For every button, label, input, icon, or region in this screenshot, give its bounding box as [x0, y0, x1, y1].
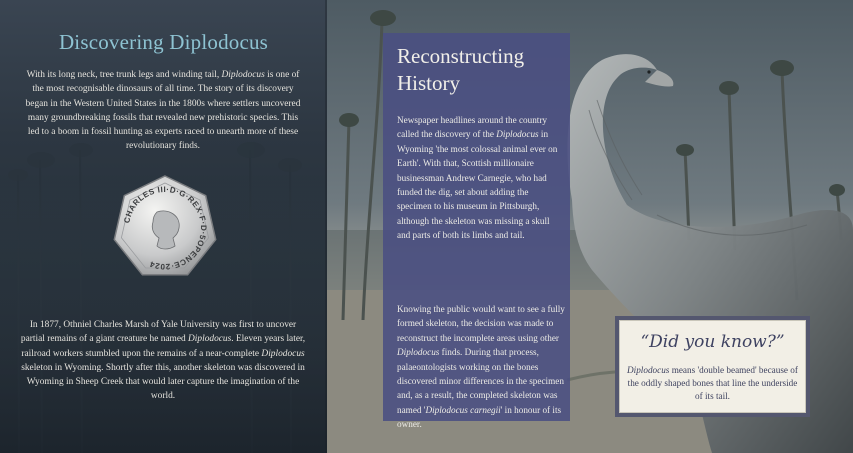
- text-run: Knowing the public would want to see a fully formed skeleton, the decision was made to reconstruct the incomplete areas using other: [397, 304, 565, 343]
- text-run: finds. During that process, palaeontologists working on the bones discovered minor differences in the specimen and, as a result, the completed skeleton was named ': [397, 347, 564, 415]
- right-panel: [327, 0, 853, 453]
- text-run: Newspaper headlines around the country called the discovery of the: [397, 115, 548, 140]
- text-run: is one of the most recognisable dinosaurs of all time. The story of its discovery began in the Western United States in the 1800s where settlers uncovered many groundbreaking fossils that revealed new prehistoric species. This led to a boom in fossil hunting as experts raced to unearth more of these revolutionary finds.: [25, 70, 301, 152]
- text-run: in Wyoming 'the most colossal animal ever on Earth'. With that, Scottish millionaire businessman Andrew Carnegie, who had funded the dig, set about adding the specimen to his museum in Pittsburgh, although the skeleton was missing a skull and parts of both its limbs and tail.: [397, 129, 558, 241]
- text-run: With its long neck, tree trunk legs and winding tail,: [26, 70, 222, 80]
- coin-inscription: CHARLES III·D·G·REX·F·D·5OPENCE·2024: [122, 184, 209, 272]
- history-paragraph: [20, 318, 306, 404]
- reconstruction-paragraph: [397, 302, 565, 432]
- section-title-line2: History: [397, 71, 460, 95]
- species-name: Diplodocus carnegii: [425, 404, 501, 415]
- page-title: Discovering Diplodocus: [58, 30, 269, 54]
- text-run: In 1877, Othniel Charles Marsh of Yale University was first to uncover partial remains of a giant creature he named: [20, 320, 297, 345]
- did-you-know-text: [627, 364, 798, 402]
- section-title-line1: Reconstructing: [397, 44, 525, 68]
- text-run: . Eleven years later, railroad workers stumbled upon the remains of a near-complete: [21, 334, 306, 359]
- fifty-pence-coin: [109, 172, 221, 284]
- species-name: Diplodocus: [188, 334, 232, 345]
- species-name: Diplodocus: [221, 70, 265, 80]
- did-you-know-box: [615, 316, 810, 417]
- left-panel: [0, 0, 327, 453]
- text-run: ' in honour of its owner.: [397, 404, 562, 430]
- reconstructing-history-box: [383, 33, 570, 430]
- text-run: skeleton in Wyoming. Shortly after this, another skeleton was discovered in Wyoming in Sheep Creek that would later capture the imagination of the world.: [21, 362, 305, 402]
- species-name: Diplodocus: [397, 347, 440, 358]
- section-title: [397, 43, 562, 97]
- intro-paragraph: [22, 68, 304, 154]
- text-run: means 'double beamed' because of the oddly shaped bones that line the underside of its tail.: [627, 365, 798, 401]
- species-name: Diplodocus: [261, 348, 305, 359]
- did-you-know-heading: “Did you know?”: [640, 332, 785, 352]
- carnegie-paragraph: [397, 113, 565, 243]
- species-name: Diplodocus: [496, 129, 539, 140]
- species-name: Diplodocus: [627, 365, 670, 375]
